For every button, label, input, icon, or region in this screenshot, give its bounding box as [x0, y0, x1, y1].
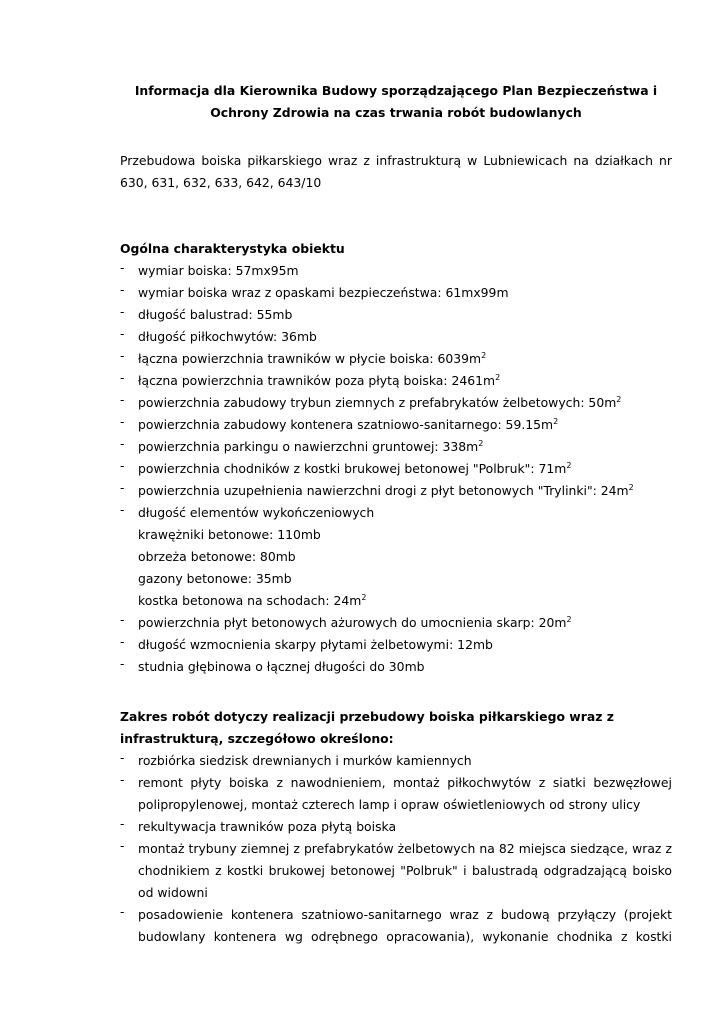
- superscript: 2: [495, 373, 501, 382]
- list-item: [138, 634, 493, 656]
- list-bullet: -: [120, 348, 125, 363]
- list-item-text: długość piłkochwytów: 36mb: [138, 329, 317, 344]
- list-bullet: -: [120, 370, 125, 385]
- list-item: [138, 348, 486, 370]
- list-bullet: -: [120, 480, 125, 495]
- list-item-text: studnia głębinowa o łącznej długości do 30mb: [138, 659, 425, 674]
- list-bullet: -: [120, 304, 125, 319]
- list-item-text: obrzeża betonowe: 80mb: [138, 549, 296, 564]
- list-item: [138, 370, 500, 392]
- list-bullet: -: [120, 656, 125, 671]
- list-item-text: długość wzmocnienia skarpy płytami żelbetowymi: 12mb: [138, 637, 493, 652]
- superscript: 2: [361, 593, 367, 602]
- list-item: [138, 656, 425, 678]
- list-item: [138, 502, 374, 524]
- list-item-text: powierzchnia uzupełnienia nawierzchni drogi z płyt betonowych "Trylinki": 24m: [138, 483, 629, 498]
- characteristics-heading: Ogólna charakterystyka obiektu: [120, 241, 345, 256]
- list-bullet: -: [120, 838, 125, 853]
- project-description-line1: Przebudowa boiska piłkarskiego wraz z infrastrukturą w Lubniewicach na działkach nr: [120, 153, 672, 168]
- list-item: [138, 304, 292, 326]
- scope-item-line: od widowni: [138, 885, 208, 900]
- list-subitem: [138, 590, 366, 612]
- list-bullet: -: [120, 750, 125, 765]
- scope-item-line: budowlany kontenera wg odrębnego opracowania), wykonanie chodnika z kostki: [138, 929, 672, 944]
- list-bullet: -: [120, 458, 125, 473]
- superscript: 2: [478, 439, 484, 448]
- list-bullet: -: [120, 260, 125, 275]
- list-item: [138, 326, 317, 348]
- scope-heading-line1: Zakres robót dotyczy realizacji przebudowy boiska piłkarskiego wraz z: [120, 709, 614, 724]
- superscript: 2: [553, 417, 559, 426]
- superscript: 2: [481, 351, 487, 360]
- list-subitem: [138, 524, 321, 546]
- list-subitem: [138, 546, 296, 568]
- list-item-text: powierzchnia parkingu o nawierzchni gruntowej: 338m: [138, 439, 479, 454]
- list-item: [138, 612, 572, 634]
- scope-item-line: chodnikiem z kostki brukowej betonowej "Polbruk" i balustradą odgradzającą boisko: [138, 863, 672, 878]
- scope-item-line: posadowienie kontenera szatniowo-sanitarnego wraz z budową przyłączy (projekt: [138, 907, 672, 922]
- list-item: [138, 480, 634, 502]
- list-item-text: długość balustrad: 55mb: [138, 307, 293, 322]
- list-bullet: -: [120, 392, 125, 407]
- list-bullet: -: [120, 634, 125, 649]
- list-bullet: -: [120, 816, 125, 831]
- scope-heading-line2: infrastrukturą, szczegółowo określono:: [120, 731, 394, 746]
- list-item-text: kostka betonowa na schodach: 24m: [138, 593, 362, 608]
- list-item-text: powierzchnia zabudowy kontenera szatniowo-sanitarnego: 59.15m: [138, 417, 554, 432]
- scope-item-line: rozbiórka siedzisk drewnianych i murków kamiennych: [138, 753, 472, 768]
- list-subitem: [138, 568, 292, 590]
- list-bullet: -: [120, 414, 125, 429]
- list-bullet: -: [120, 772, 125, 787]
- superscript: 2: [566, 615, 572, 624]
- list-item: [138, 458, 571, 480]
- list-item-text: krawężniki betonowe: 110mb: [138, 527, 321, 542]
- superscript: 2: [616, 395, 622, 404]
- list-item-text: wymiar boiska wraz z opaskami bezpieczeństwa: 61mx99m: [138, 285, 509, 300]
- project-description-line2: 630, 631, 632, 633, 642, 643/10: [120, 175, 322, 190]
- scope-item-line: remont płyty boiska z nawodnieniem, montaż piłkochwytów z siatki bezwęzłowej: [138, 775, 672, 790]
- list-item-text: powierzchnia zabudowy trybun ziemnych z prefabrykatów żelbetowych: 50m: [138, 395, 617, 410]
- scope-item-line: rekultywacja trawników poza płytą boiska: [138, 819, 397, 834]
- list-item: [138, 436, 483, 458]
- document-title-line2: Ochrony Zdrowia na czas trwania robót budowlanych: [210, 105, 582, 120]
- list-item-text: gazony betonowe: 35mb: [138, 571, 292, 586]
- list-bullet: -: [120, 612, 125, 627]
- list-bullet: -: [120, 436, 125, 451]
- list-item-text: powierzchnia płyt betonowych ażurowych do umocnienia skarp: 20m: [138, 615, 567, 630]
- superscript: 2: [628, 483, 634, 492]
- list-item: [138, 414, 558, 436]
- scope-item-line: montaż trybuny ziemnej z prefabrykatów żelbetowych na 82 miejsca siedzące, wraz z: [138, 841, 672, 856]
- list-item: [138, 392, 621, 414]
- list-item-text: łączna powierzchnia trawników poza płytą boiska: 2461m: [138, 373, 496, 388]
- list-item: [138, 282, 509, 304]
- list-item-text: długość elementów wykończeniowych: [138, 505, 375, 520]
- list-bullet: -: [120, 904, 125, 919]
- list-item: [138, 260, 299, 282]
- list-item-text: łączna powierzchnia trawników w płycie boiska: 6039m: [138, 351, 482, 366]
- scope-item-line: polipropylenowej, montaż czterech lamp i opraw oświetleniowych od strony ulicy: [138, 797, 641, 812]
- superscript: 2: [566, 461, 572, 470]
- list-bullet: -: [120, 326, 125, 341]
- list-bullet: -: [120, 282, 125, 297]
- list-bullet: -: [120, 502, 125, 517]
- list-item-text: powierzchnia chodników z kostki brukowej betonowej "Polbruk": 71m: [138, 461, 567, 476]
- document-title-line1: Informacja dla Kierownika Budowy sporządzającego Plan Bezpieczeństwa i: [134, 83, 658, 98]
- list-item-text: wymiar boiska: 57mx95m: [138, 263, 299, 278]
